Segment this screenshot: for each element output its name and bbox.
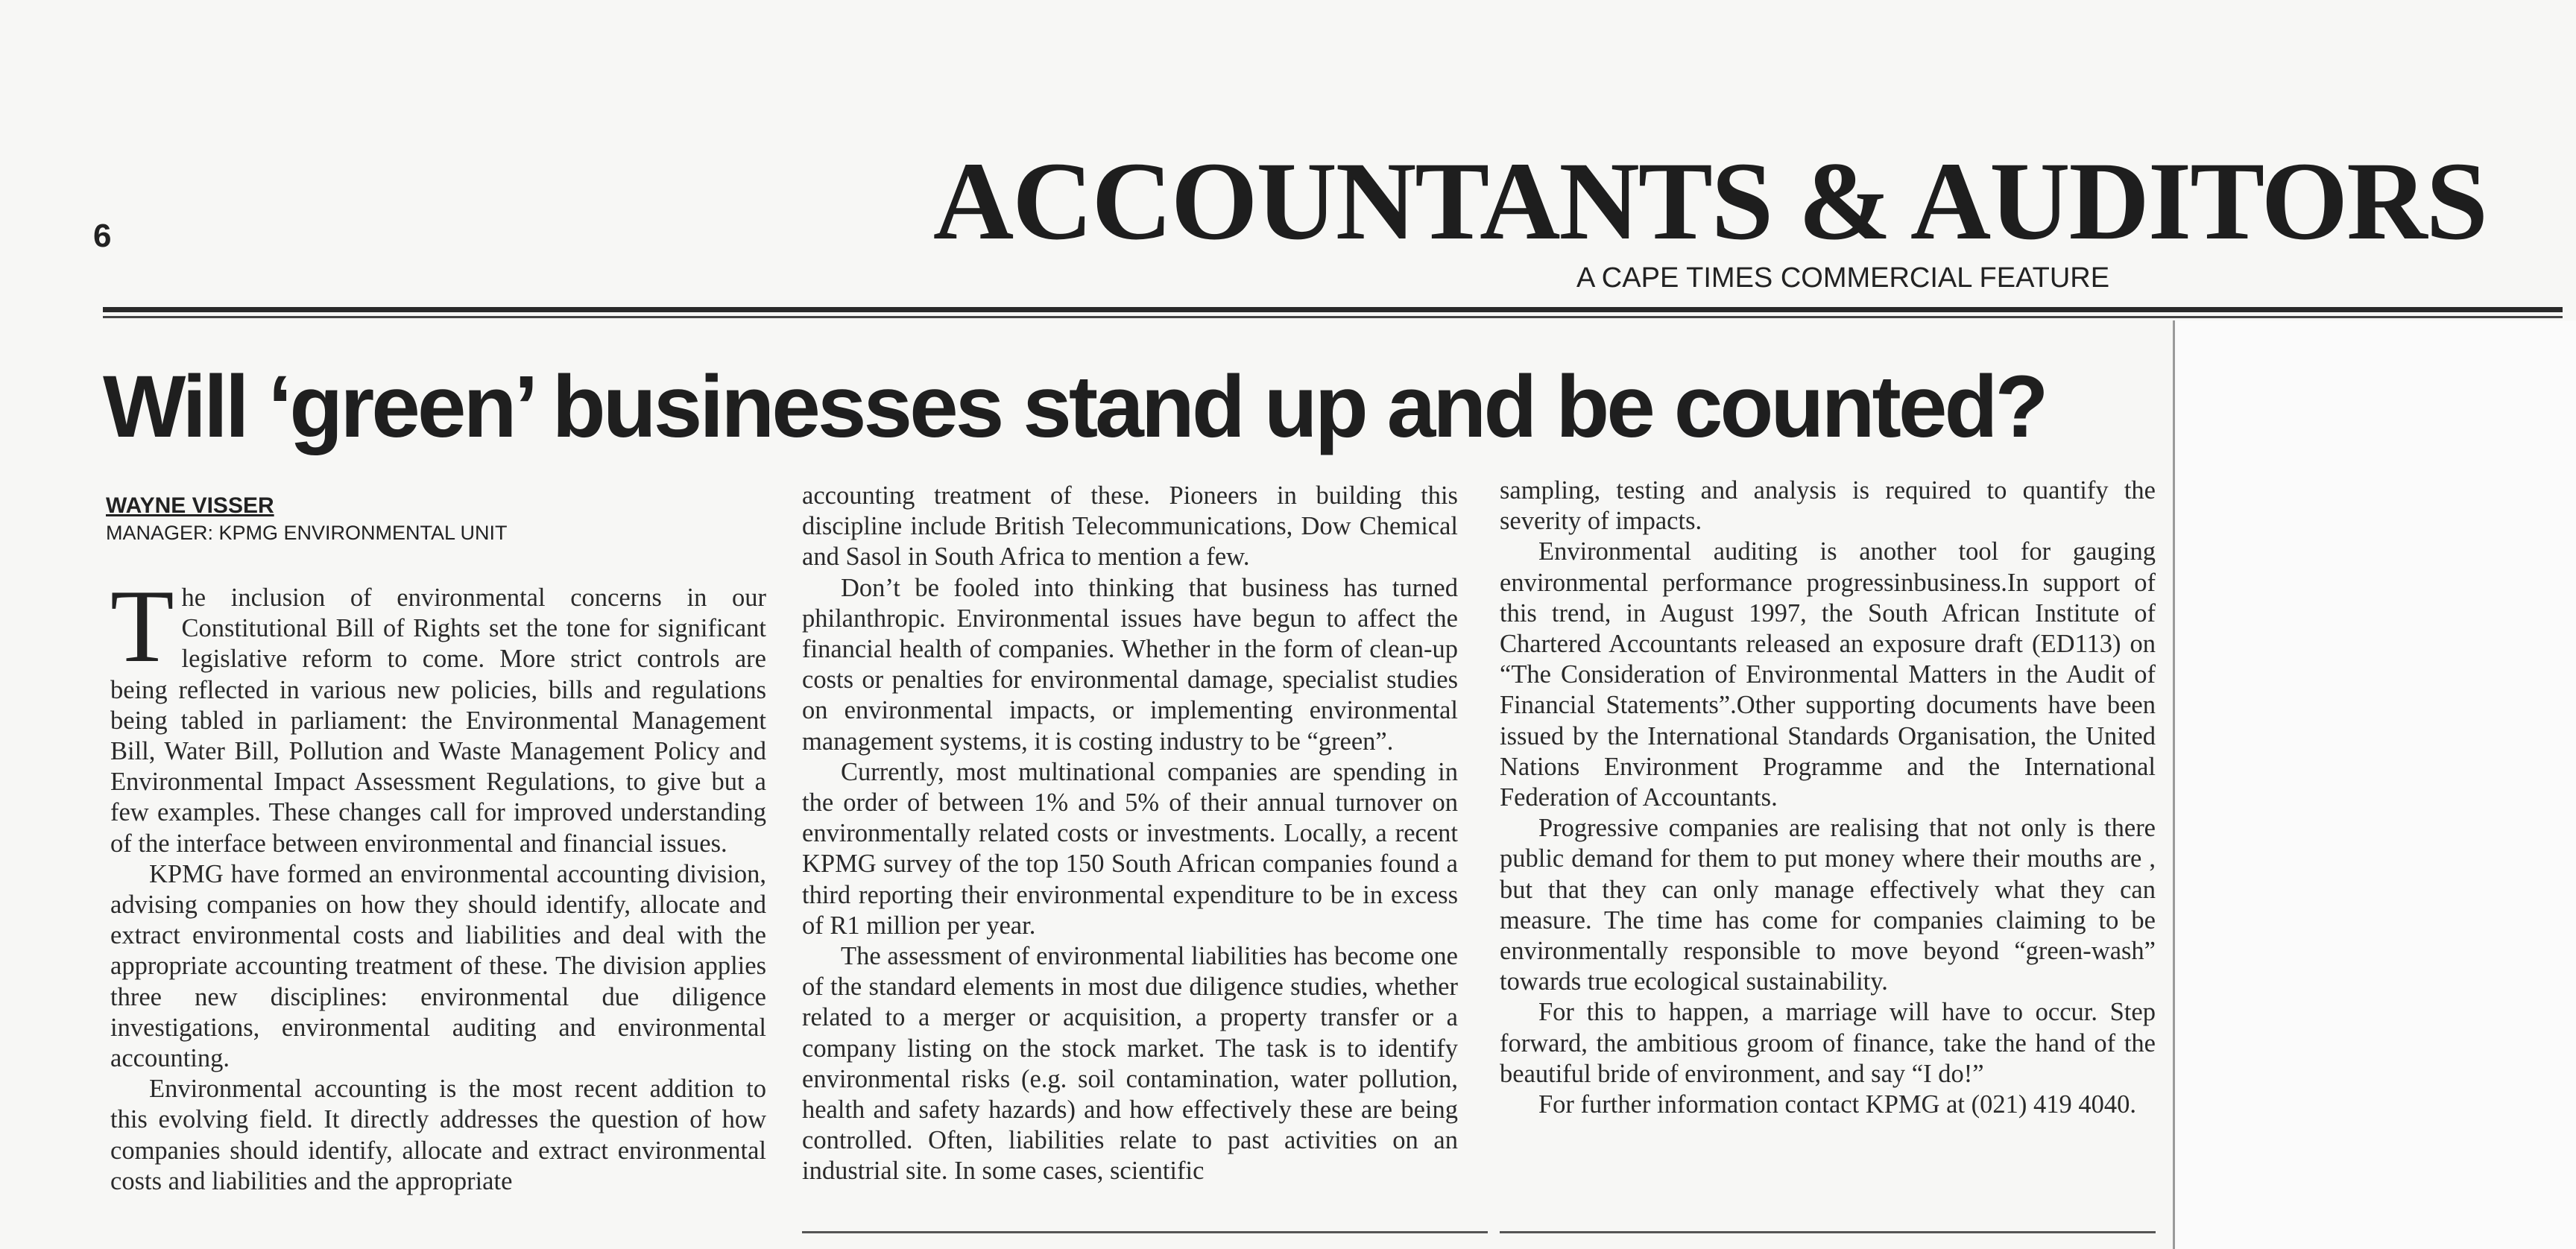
drop-cap: T bbox=[110, 569, 174, 684]
paragraph: Environmental auditing is another tool for gauging environmental performance progressinbusiness.In support of this trend, in August 1997, the South African Institute of Chartered Accountants released an exposure draft (ED113) on “The Consideration of Environmental Matters in the Audit of Financial Statements”.Other supporting documents have been issued by the International Standards Organisation, the United Nations Environment Programme and the International Federation of Accountants. bbox=[1500, 537, 2156, 812]
adjacent-ad-panel bbox=[2173, 320, 2576, 1249]
page-number: 6 bbox=[93, 218, 112, 254]
header-rule-thick bbox=[103, 307, 2563, 312]
masthead: ACCOUNTANTS & AUDITORS bbox=[932, 139, 2487, 263]
paragraph: Don’t be fooled into thinking that business has turned philanthropic. Environmental issues have begun to affect the financial health of companies. Whether in the form of clean-up costs or penalties for environmental damage, specialist studies on environmental impacts, or implementing environmental management systems, it is costing industry to be “green”. bbox=[802, 573, 1458, 756]
column-end-rule bbox=[1500, 1231, 2156, 1233]
article-column-3 bbox=[1500, 475, 2156, 1120]
article-column-2 bbox=[802, 481, 1458, 1187]
paragraph bbox=[110, 569, 766, 859]
header-rule-thin bbox=[103, 316, 2563, 318]
paragraph: accounting treatment of these. Pioneers in building this discipline include British Telecommunications, Dow Chemical and Sasol in South Africa to mention a few. bbox=[802, 481, 1458, 572]
paragraph: sampling, testing and analysis is required to quantify the severity of impacts. bbox=[1500, 476, 2156, 536]
paragraph: KPMG have formed an environmental accounting division, advising companies on how they should identify, allocate and extract environmental costs and liabilities and deal with the appropriate accounting treatment of these. The division applies three new disciplines: environmental due diligence investigations, environmental auditing and environmental accounting. bbox=[110, 859, 766, 1073]
paragraph: The assessment of environmental liabilities has become one of the standard elements in most due diligence studies, whether related to a merger or acquisition, a property transfer or a company listing on the stock market. The task is to identify environmental risks (e.g. soil contamination, water pollution, health and safety hazards) and how effectively these are being controlled. Often, liabilities relate to past activities on an industrial site. In some cases, scientific bbox=[802, 942, 1458, 1186]
masthead-subtitle: A CAPE TIMES COMMERCIAL FEATURE bbox=[1576, 262, 2110, 294]
paragraph: Environmental accounting is the most recent addition to this evolving field. It directly addresses the question of how companies should identify, allocate and extract environmental costs and liabilities and the appropriate bbox=[110, 1075, 766, 1195]
paragraph: Currently, most multinational companies are spending in the order of between 1% and 5% of their annual turnover on environmentally related costs or investments. Locally, a recent KPMG survey of the top 150 South African companies found a third reporting their environmental expenditure to be in excess of R1 million per year. bbox=[802, 757, 1458, 940]
article-column-1 bbox=[110, 569, 766, 1197]
column-end-rule bbox=[802, 1231, 1488, 1233]
byline-title: MANAGER: KPMG ENVIRONMENTAL UNIT bbox=[106, 522, 508, 544]
article-headline: Will ‘green’ businesses stand up and be counted? bbox=[103, 358, 2046, 456]
paragraph: For this to happen, a marriage will have to occur. Step forward, the ambitious groom of finance, take the hand of the beautiful bride of environment, and say “I do!” bbox=[1500, 998, 2156, 1088]
paragraph: Progressive companies are realising that not only is there public demand for them to put money where their mouths are , but that they can only manage effectively what they can measure. The time has come for companies claiming to be environmentally responsible to move beyond “green-wash” towards true ecological sustainability. bbox=[1500, 814, 2156, 996]
paragraph-text: he inclusion of environmental concerns in our Constitutional Bill of Rights set the tone for significant legislative reform to come. More strict controls are being reflected in various new policies, bills and regulations being tabled in parliament: the Environmental Management Bill, Water Bill, Pollution and Waste Management Policy and Environmental Impact Assessment Regulations, to give but a few examples. These changes call for improved understanding of the interface between environmental and financial issues. bbox=[110, 584, 766, 858]
byline-name: WAYNE VISSER bbox=[106, 493, 274, 518]
paragraph: For further information contact KPMG at (021) 419 4040. bbox=[1538, 1090, 2136, 1119]
